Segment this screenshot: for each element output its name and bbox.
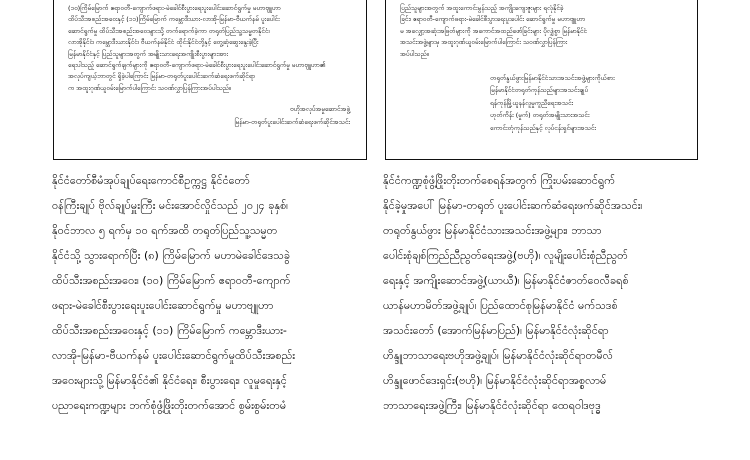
article-right-column: နိုင်ငံကဏ္ဍစုံဖွံ့ဖြိုးတိုးတက်စေရန်အတွက် ကြိုးပမ်းဆောင်ရွက် နိုင်ခဲ့မှုအပေါ် မြန်မာ-တရုတ် ပူးပေါင်းဆက်ဆံရေးဖက်ဆိုင်အသင်း၊ တရုတ်နွယ်ဖွား မြန်မာနိုင်ငံသားအသင်းအဖွဲ့များ၊ ဘာသာ ပေါင်းစုံချစ်ကြည်ညီညွတ်ရေးအဖွဲ့(ဗဟို)၊ လူမျိုးပေါင်းစုံညီညွတ် ရေးနှင့် အကျိုးဆောင်အဖွဲ့(ယာယီ)၊ မြန်မာနိုင်ငံဇာတ်ဝေလီခရစ် ယာန်မဟာမိတ်အဖွဲ့ချုပ်၊ ပြည်ထောင်စုမြန်မာနိုင်ငံ မက်သဒစ် အသင်းတော် (အောက်မြန်မာပြည်)၊ မြန်မာနိုင်ငံလုံးဆိုင်ရာ ဟိန္ဒူဘာသာရေးဗဟိုအဖွဲ့ချုပ်၊ မြန်မာနိုင်ငံလုံးဆိုင်ရာတမီလ် ဟိန္ဒူဖောင်ဒေးရှင်း(ဗဟို)၊ မြန်မာနိုင်ငံလုံးဆိုင်ရာအစ္စလာမ် ဘာသာရေးအဖွဲ့ကြီး၊ မြန်မာနိုင်ငံလုံးဆိုင်ရာ ထေရဝါဒဗုဒ္ဓ — [383, 174, 643, 412]
left-box-text: (၁၀)ကြိမ်မြောက် ဧရာဝတီ-ကျောက်ဖရား-မဲခေါင်စီးပွားရေးပူးပေါင်းဆောင်ရွက်မှု မဟာဗျူဟာ ထိပ်သီးအစည်းအဝေးနှင့် (၁၁)ကြိမ်မြောက် ကမ္ဘောဒီးယား-လာအို-မြန်မာ-ဗီယက်နမ် ပူးပေါင်း ဆောင်ရွက်မှု ထိပ်သီးအစည်းအဝေးများသို့ တက်ရောက်ခဲ့ကာ တရုတ်ပြည်သူ့သမ္မတနိုင်ငံ၊ လာအိုနိုင်ငံ၊ ကမ္ဘောဒီးယားနိုင်ငံ၊ ဗီယက်နမ်နိုင်ငံ ထိုင်းနိုင်ငံတို့နှင့် တွေ့ဆုံဆွေးနွေးခဲ့ပြီး မြန်မာနိုင်ငံနှင့် ပြည်သူများအတွက် အမျိုးသားရေးအကျိုးစီးပွားများအား ရေးပါသည့် ဆောင်ရွက်ချက်များကို ဧရာဝတီ-ကျောက်ဖရား-မဲခေါင်စီးပွားရေးပူးပေါင်းဆောင်ရွက်မှု မဟာဗျူဟာ၏ အလုပ်ကျယ့်ဘာတွင် ရှိခဲ့ပါကြောင်း မြန်မာ-တရုတ်ပူးပေါင်းဆက်ဆံရေးဖက်ဆိုင်ရာ က အထူးဂုဏ်ယူဝမ်းမြောက်ပါကြောင်း သဝဏ်လွှာပြန်ကြားအပ်ပါသည်။ — [68, 4, 326, 92]
right-box-signature — [400, 72, 685, 134]
signature-line: ဗဟိုအလုပ်အမှုဆောင်အဖွဲ့ — [289, 105, 350, 114]
left-congratulation-box — [53, 0, 367, 160]
left-box-signature — [68, 103, 356, 128]
signature-line: ဟုတ်ကိန်း (မှုက်) တရုတ်အမျိုးသားအသင်း — [490, 111, 590, 120]
right-congratulation-box — [385, 0, 698, 160]
signature-line: တရုတ်နွယ်ဖွားမြန်မာနိုင်ငံသားအသင်းအဖွဲ့များကိုယ်စား — [490, 74, 615, 83]
right-box-text: ပြည်သူများအတွက် အထူးကောင်းမွန်သည့် အကျိုးကျေးဇူးများ ရလုံနိုင်ခဲ့ ခြင်း၊ ဧရာဝတီ-ကျောက်ဖရား-မဲခေါင်စီးပွားရေးပူးပေါင်း ဆောင်ရွက်မှု မဟာဗျူဟာ မ အလျှော့အဆုံးအဖြတ်များကို အကောင်အထည်ဖော်ခြင်းများ ပိုလျှံစွာ မြန်မာနိုင်ငံ အသင်းအဖွဲ့များမှ အထူးဂုဏ်ယူဝမ်းမြောက်ပါကြောင်း သဝဏ်လွှာပြန်ကြား အပ်ပါသည်။ — [400, 4, 587, 58]
signature-line: မြန်မာနိုင်ငံတရုတ်ကုန်သည်များအသင်းချုပ် — [490, 86, 589, 95]
signature-line: မြန်မာ-တရုတ်ပူးပေါင်းဆက်ဆံရေးဖက်ဆိုင်အသင်း — [234, 117, 350, 126]
article-left-column: နိုင်ငံတော်စီမံအုပ်ချုပ်ရေးကောင်စီဥက္ကဋ္ဌ နိုင်ငံတော် ဝန်ကြီးချုပ် ဗိုလ်ချုပ်မှူးကြီး မင်းအောင်လှိုင်သည် ၂၀၂၄ ခုနှစ်၊ နိုဝင်ဘာလ ၅ ရက်မှ ၁၀ ရက်အထိ တရုတ်ပြည်သူ့သမ္မတ နိုင်ငံသို့ သွားရောက်ပြီး (၈) ကြိမ်မြောက် မဟာမဲခေါင်ဒေသခွဲ ထိပ်သီးအစည်းအဝေး၊ (၁၀) ကြိမ်မြောက် ဧရာဝတီ-ကျောက် ဖရား-မဲခေါင်စီးပွားရေးပူးပေါင်းဆောင်ရွက်မှု မဟာဗျူဟာ ထိပ်သီးအစည်းအဝေးနှင့် (၁၁) ကြိမ်မြောက် ကမ္ဘောဒီးယား- လာအို-မြန်မာ-ဗီယက်နမ် ပူးပေါင်းဆောင်ရွက်မှုထိပ်သီးအစည်း အဝေးများသို့ မြန်မာနိုင်ငံ၏ နိုင်ငံရေး၊ စီးပွားရေး၊ လူမှုရေးနှင့် ပညာရေးကဏ္ဍများ ဘက်စုံဖွံ့ဖြိုးတိုးတက်အောင် စွမ်းစွမ်းတမံ — [52, 174, 296, 412]
signature-line: ကောင်းတုံကုန်သည်နှင့် လုပ်ငန်းရှင်များအသင်း — [490, 123, 596, 132]
signature-line: ရန်ကုန်မြို့ယူနန်လူမှုကူညီရေးအသင်း — [490, 98, 574, 107]
